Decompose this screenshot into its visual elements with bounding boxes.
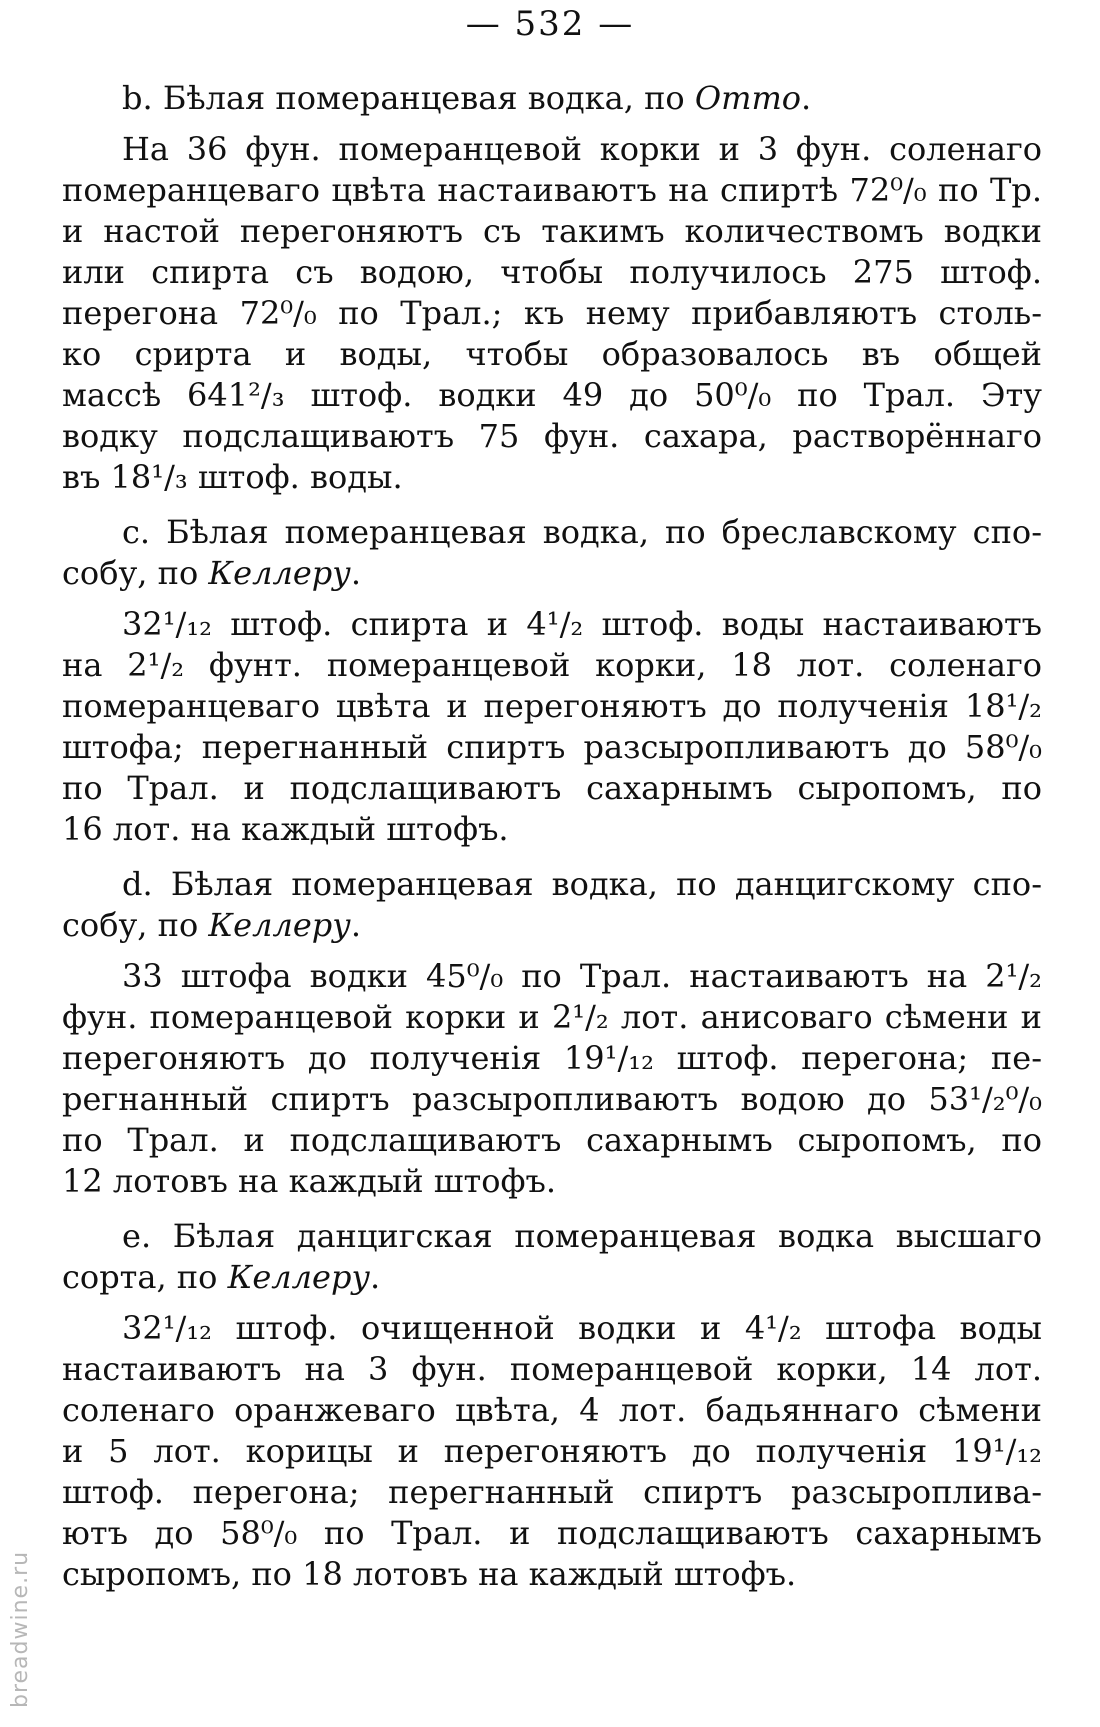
body-line: померанцеваго цвѣта и перегоняютъ до полученія 18¹/₂	[62, 687, 1042, 725]
body-line: померанцеваго цвѣта настаиваютъ на спиртѣ 72⁰/₀ по Тр.	[62, 171, 1042, 209]
body-line: перегоняютъ до полученія 19¹/₁₂ штоф. перегона; пе-	[62, 1039, 1042, 1077]
section-e	[62, 1216, 1042, 1595]
body-line: въ 18¹/₃ штоф. воды.	[62, 458, 403, 496]
section-heading: сорта, по Келлеру.	[62, 1258, 381, 1296]
body-line: 33 штофа водки 45⁰/₀ по Трал. настаиваютъ на 2¹/₂	[122, 957, 1042, 995]
section-heading: c. Бѣлая померанцевая водка, по бреславскому спо-	[122, 513, 1042, 551]
body-line: перегона 72⁰/₀ по Трал.; къ нему прибавляютъ столь-	[62, 294, 1042, 332]
body-line: настаиваютъ на 3 фун. померанцевой корки, 14 лот.	[62, 1350, 1042, 1388]
body-line: фун. померанцевой корки и 2¹/₂ лот. анисоваго сѣмени и	[62, 998, 1042, 1036]
body-line: водку подслащиваютъ 75 фун. сахара, растворённаго	[62, 417, 1042, 455]
page-content	[62, 78, 1042, 1595]
body-line: или спирта съ водою, чтобы получилось 275 штоф.	[62, 253, 1042, 291]
section-heading: e. Бѣлая данцигская померанцевая водка высшаго	[122, 1217, 1042, 1255]
body-line: штоф. перегона; перегнанный спиртъ разсыроплива-	[62, 1473, 1042, 1511]
section-c	[62, 512, 1042, 850]
body-line: 12 лотовъ на каждый штофъ.	[62, 1162, 557, 1200]
body-line: 32¹/₁₂ штоф. спирта и 4¹/₂ штоф. воды настаиваютъ	[122, 605, 1042, 643]
body-line: на 2¹/₂ фунт. померанцевой корки, 18 лот. соленаго	[62, 646, 1042, 684]
section-heading: b. Бѣлая померанцевая водка, по Отто.	[122, 79, 812, 117]
watermark: breadwine.ru	[8, 1550, 33, 1708]
section-d	[62, 864, 1042, 1202]
author-name: Келлеру	[208, 906, 351, 944]
body-line: сыропомъ, по 18 лотовъ на каждый штофъ.	[62, 1555, 797, 1593]
body-line: и 5 лот. корицы и перегоняютъ до полученія 19¹/₁₂	[62, 1432, 1042, 1470]
body-line: массѣ 641²/₃ штоф. водки 49 до 50⁰/₀ по Трал. Эту	[62, 376, 1042, 414]
body-line: регнанный спиртъ разсыропливаютъ водою до 53¹/₂⁰/₀	[62, 1080, 1042, 1118]
section-heading: d. Бѣлая померанцевая водка, по данцигскому спо-	[122, 865, 1042, 903]
body-line: На 36 фун. померанцевой корки и 3 фун. соленаго	[122, 130, 1042, 168]
body-line: соленаго оранжеваго цвѣта, 4 лот. бадьяннаго сѣмени	[62, 1391, 1042, 1429]
author-name: Келлеру	[227, 1258, 370, 1296]
body-line: ютъ до 58⁰/₀ по Трал. и подслащиваютъ сахарнымъ	[62, 1514, 1042, 1552]
page-number: — 532 —	[465, 4, 635, 44]
body-line: и настой перегоняютъ съ такимъ количествомъ водки	[62, 212, 1042, 250]
body-line: по Трал. и подслащиваютъ сахарнымъ сыропомъ, по	[62, 1121, 1042, 1159]
section-b	[62, 78, 1042, 498]
section-heading: собу, по Келлеру.	[62, 906, 361, 944]
body-line: по Трал. и подслащиваютъ сахарнымъ сыропомъ, по	[62, 769, 1042, 807]
section-heading: собу, по Келлеру.	[62, 554, 361, 592]
body-line: ко срирта и воды, чтобы образовалось въ общей	[62, 335, 1042, 373]
author-name: Отто	[694, 79, 802, 117]
author-name: Келлеру	[208, 554, 351, 592]
body-line: 16 лот. на каждый штофъ.	[62, 810, 509, 848]
body-line: 32¹/₁₂ штоф. очищенной водки и 4¹/₂ штофа воды	[122, 1309, 1042, 1347]
body-line: штофа; перегнанный спиртъ разсыропливаютъ до 58⁰/₀	[62, 728, 1042, 766]
